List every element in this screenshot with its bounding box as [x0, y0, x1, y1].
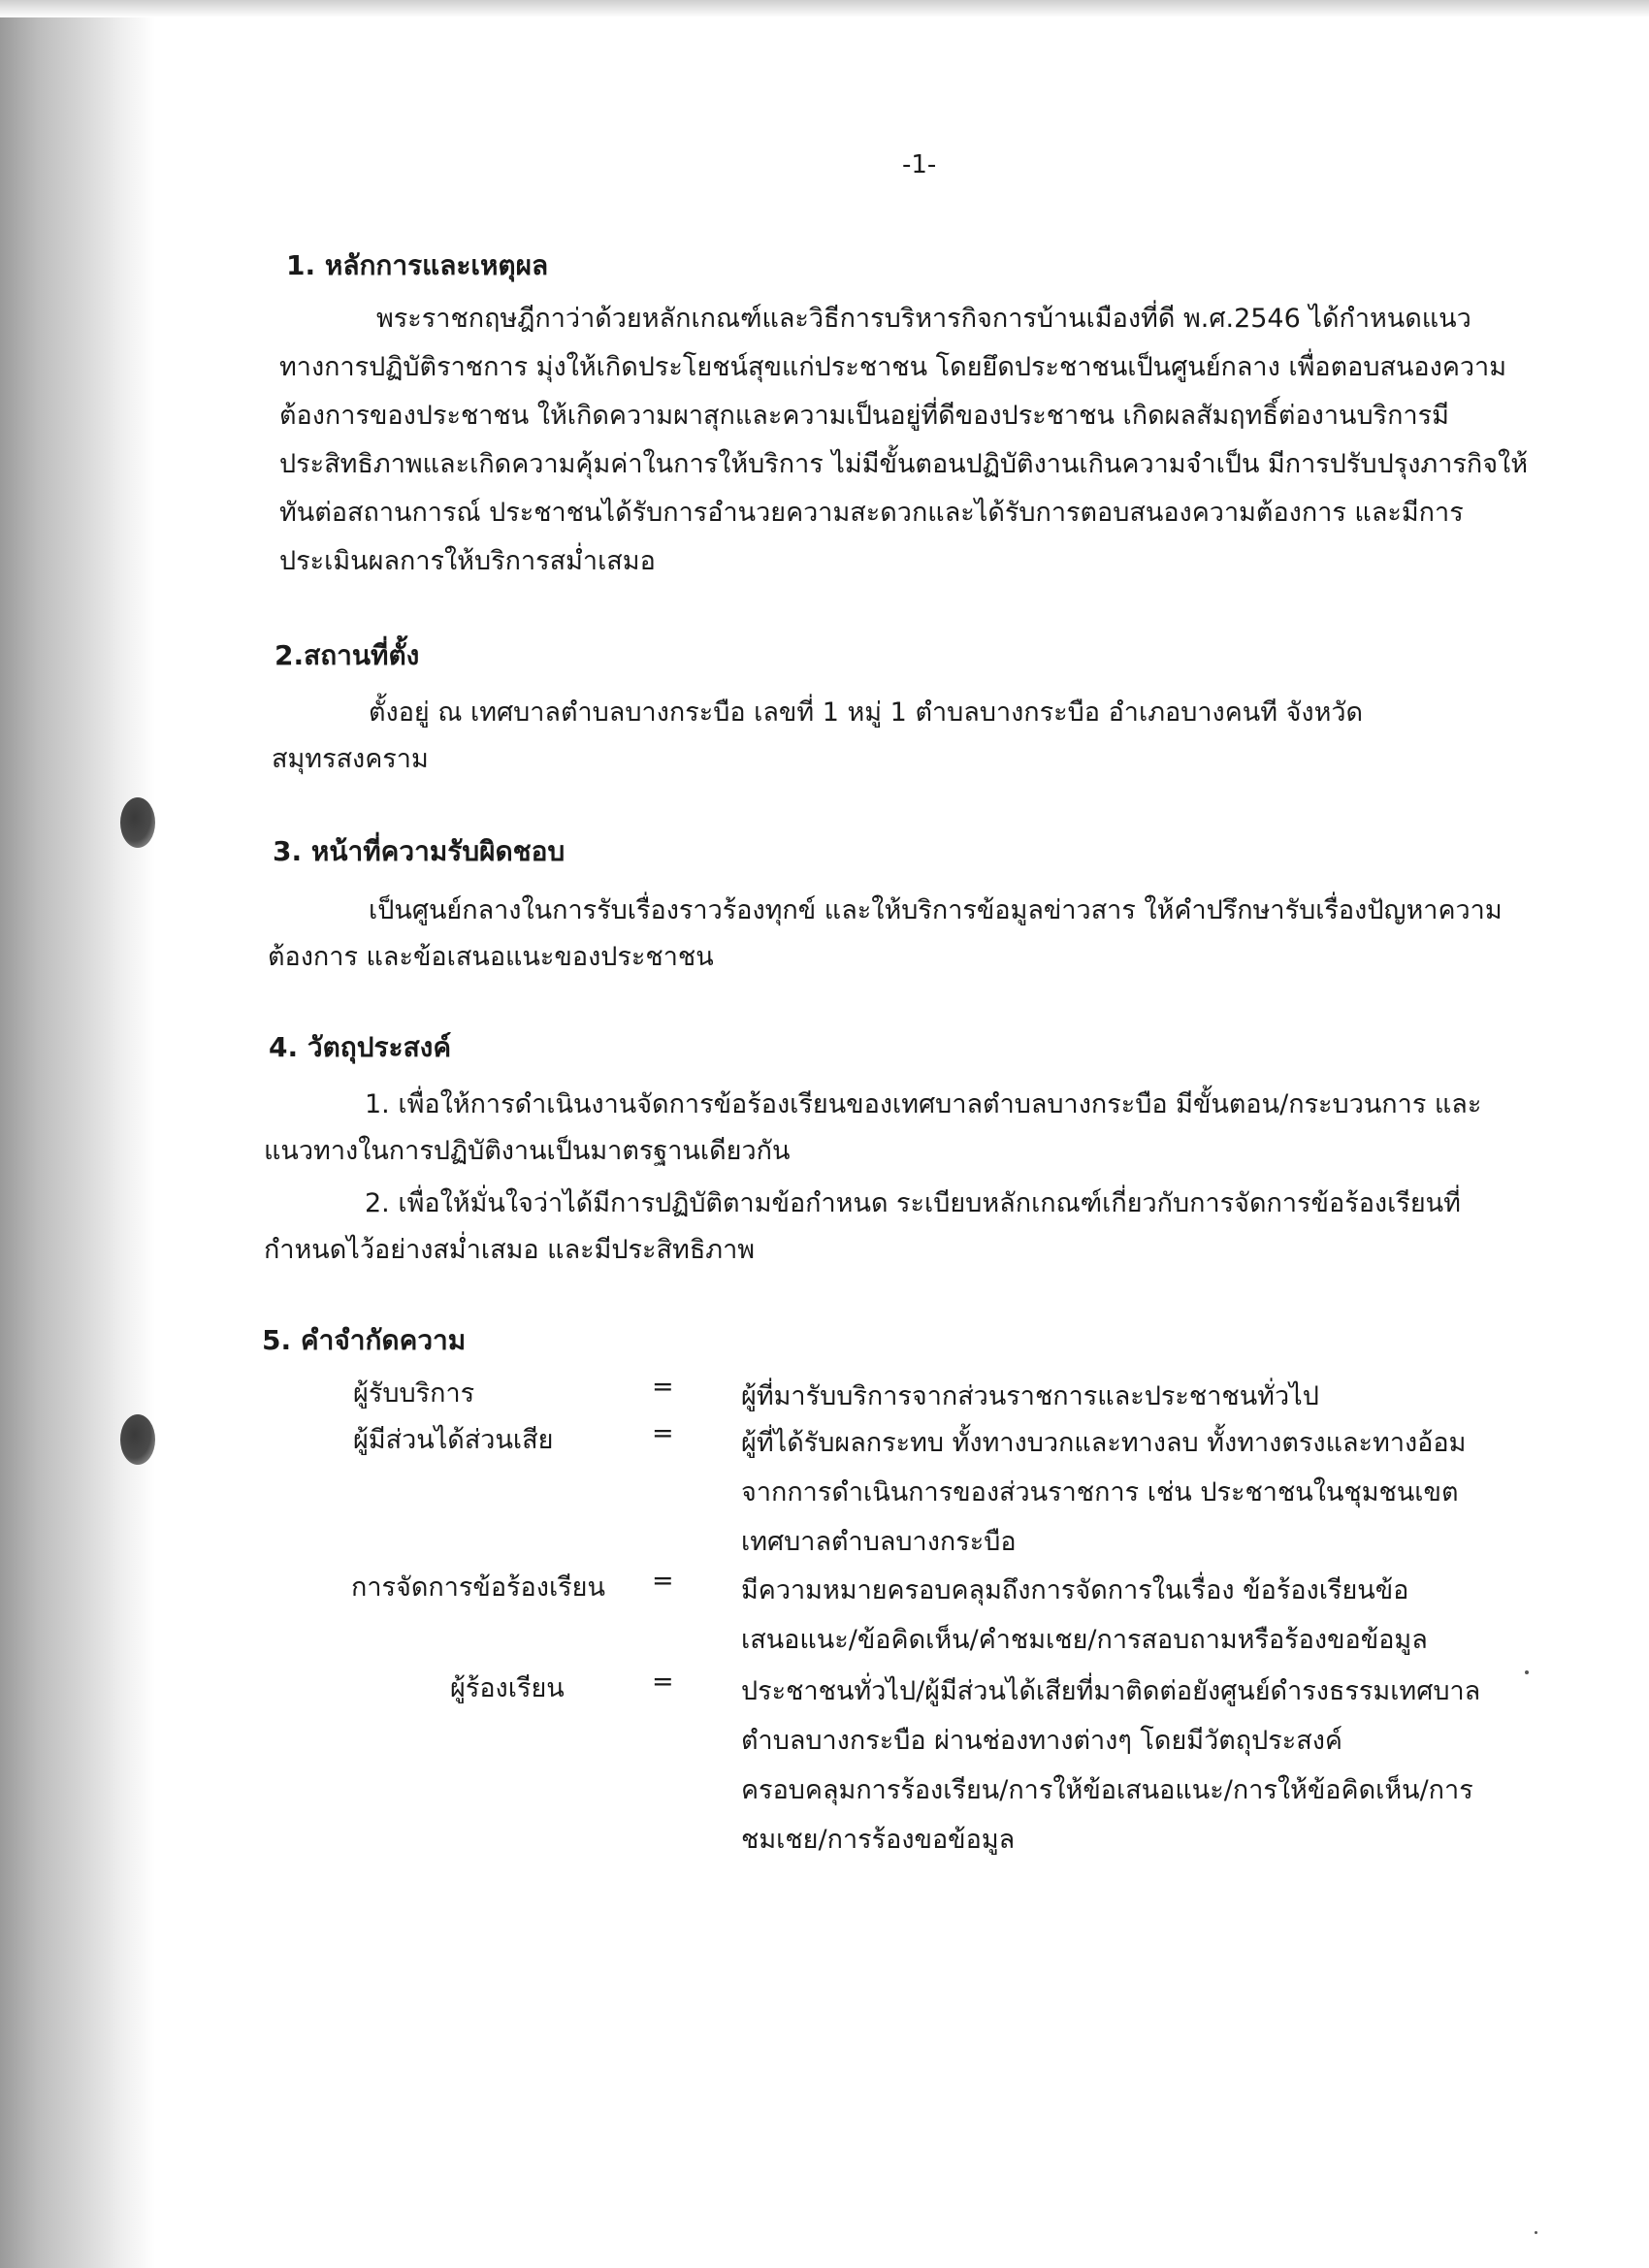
- binding-shadow: [0, 0, 155, 2268]
- paragraph-line: สมุทรสงคราม: [272, 744, 429, 774]
- section-heading: 3. หน้าที่ความรับผิดชอบ: [273, 835, 566, 867]
- section-heading: 5. คำจำกัดความ: [262, 1324, 467, 1356]
- paragraph-line: เป็นศูนย์กลางในการรับเรื่องราวร้องทุกข์ และให้บริการข้อมูลข่าวสาร ให้คำปรึกษารับเรื่องปัญหาความ: [369, 895, 1503, 925]
- punch-hole: [120, 1414, 155, 1465]
- definition-desc-line: ผู้ที่มารับบริการจากส่วนราชการและประชาชนทั่วไป: [741, 1381, 1319, 1411]
- paragraph-line: ทางการปฏิบัติราชการ มุ่งให้เกิดประโยชน์สุขแก่ประชาชน โดยยึดประชาชนเป็นศูนย์กลาง เพื่อตอบสนองความ: [279, 352, 1507, 382]
- definition-term: การจัดการข้อร้องเรียน: [351, 1572, 605, 1603]
- paragraph-line: กำหนดไว้อย่างสม่ำเสมอ และมีประสิทธิภาพ: [264, 1235, 756, 1265]
- page-number: -1-: [902, 150, 937, 179]
- paragraph-line: 2. เพื่อให้มั่นใจว่าได้มีการปฏิบัติตามข้อกำหนด ระเบียบหลักเกณฑ์เกี่ยวกับการจัดการข้อร้องเรียนที่: [365, 1188, 1461, 1218]
- paragraph-line: ต้องการของประชาชน ให้เกิดความผาสุกและความเป็นอยู่ที่ดีของประชาชน เกิดผลสัมฤทธิ์ต่องานบริการมี: [279, 401, 1449, 431]
- scan-edge: [0, 0, 1649, 17]
- definition-desc-line: ตำบลบางกระบือ ผ่านช่องทางต่างๆ โดยมีวัตถุประสงค์: [741, 1726, 1342, 1756]
- paragraph-line: ประเมินผลการให้บริการสม่ำเสมอ: [279, 546, 656, 576]
- section-heading: 4. วัตถุประสงค์: [269, 1031, 452, 1063]
- definition-desc-line: เสนอแนะ/ข้อคิดเห็น/คำชมเชย/การสอบถามหรือร้องขอข้อมูล: [741, 1625, 1428, 1655]
- paragraph-line: พระราชกฤษฎีกาว่าด้วยหลักเกณฑ์และวิธีการบริหารกิจการบ้านเมืองที่ดี พ.ศ.2546 ได้กำหนดแนว: [376, 304, 1471, 334]
- section-heading: 1. หลักการและเหตุผล: [286, 249, 549, 281]
- definition-desc-line: เทศบาลตำบลบางกระบือ: [741, 1527, 1017, 1557]
- paragraph-line: ทันต่อสถานการณ์ ประชาชนได้รับการอำนวยความสะดวกและได้รับการตอบสนองความต้องการ และมีการ: [279, 498, 1464, 528]
- definition-equals: =: [652, 1667, 674, 1697]
- definition-desc-line: ครอบคลุมการร้องเรียน/การให้ข้อเสนอแนะ/การให้ข้อคิดเห็น/การ: [741, 1775, 1473, 1805]
- definition-term: ผู้ร้องเรียน: [450, 1673, 565, 1703]
- definition-desc-line: ผู้ที่ได้รับผลกระทบ ทั้งทางบวกและทางลบ ทั้งทางตรงและทางอ้อม: [741, 1428, 1467, 1458]
- definition-desc-line: มีความหมายครอบคลุมถึงการจัดการในเรื่อง ข้อร้องเรียนข้อ: [741, 1575, 1409, 1605]
- definition-equals: =: [652, 1418, 674, 1448]
- definition-equals: =: [652, 1372, 674, 1402]
- paragraph-line: ตั้งอยู่ ณ เทศบาลตำบลบางกระบือ เลขที่ 1 หมู่ 1 ตำบลบางกระบือ อำเภอบางคนที จังหวัด: [369, 697, 1364, 728]
- definition-desc-line: ประชาชนทั่วไป/ผู้มีส่วนได้เสียที่มาติดต่อยังศูนย์ดำรงธรรมเทศบาล: [741, 1676, 1481, 1706]
- paragraph-line: แนวทางในการปฏิบัติงานเป็นมาตรฐานเดียวกัน: [264, 1136, 791, 1166]
- paragraph-line: ประสิทธิภาพและเกิดความคุ้มค่าในการให้บริการ ไม่มีขั้นตอนปฏิบัติงานเกินความจำเป็น มีการปรับปรุงภารกิจให้: [279, 449, 1529, 479]
- definition-desc: [741, 1566, 1517, 1665]
- punch-hole: [120, 797, 155, 848]
- definition-term: ผู้รับบริการ: [353, 1378, 475, 1409]
- definition-desc-line: ชมเชย/การร้องขอข้อมูล: [741, 1825, 1016, 1855]
- definition-equals: =: [652, 1566, 674, 1596]
- definition-desc: [741, 1418, 1517, 1567]
- definition-desc-line: จากการดำเนินการของส่วนราชการ เช่น ประชาชนในชุมชนเขต: [741, 1477, 1459, 1507]
- scan-speck: [1535, 2231, 1537, 2234]
- section-heading: 2.สถานที่ตั้ง: [275, 639, 420, 671]
- definition-desc: [741, 1667, 1517, 1864]
- definition-term: ผู้มีส่วนได้ส่วนเสีย: [353, 1425, 554, 1455]
- definition-desc: [741, 1372, 1517, 1421]
- scan-speck: [1525, 1670, 1529, 1674]
- paragraph-line: 1. เพื่อให้การดำเนินงานจัดการข้อร้องเรียนของเทศบาลตำบลบางกระบือ มีขั้นตอน/กระบวนการ และ: [365, 1089, 1482, 1119]
- paragraph-line: ต้องการ และข้อเสนอแนะของประชาชน: [268, 942, 714, 972]
